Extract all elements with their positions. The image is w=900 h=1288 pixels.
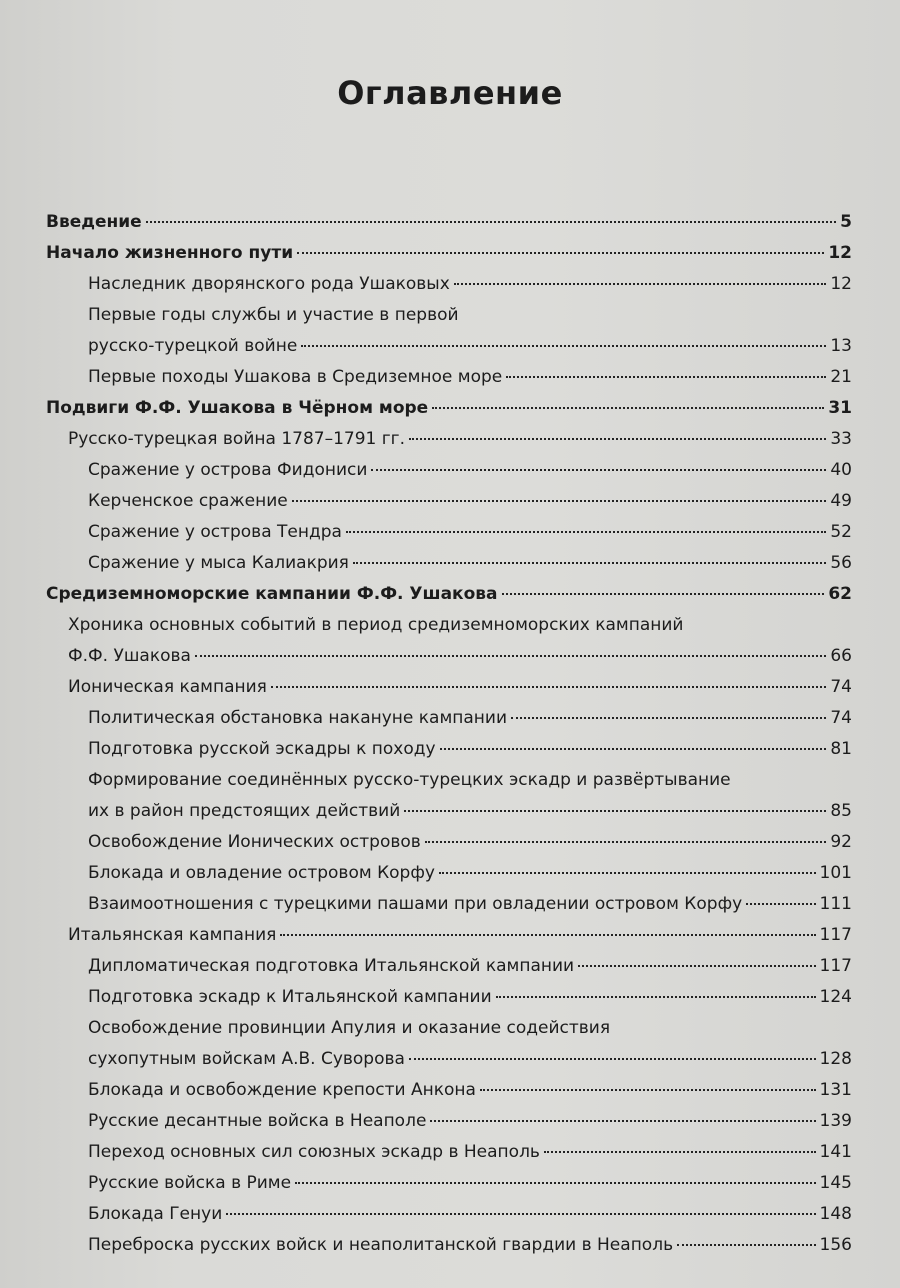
toc-page-number: 31 [828,398,852,418]
toc-entry [46,1106,852,1137]
toc-entry-line [68,672,852,703]
toc-entry-title: Сражение у мыса Калиакрия [88,553,349,573]
toc-entry-title: Формирование соединённых русско-турецких эскадр и развёртывание [88,770,731,790]
toc-entry-line [46,207,852,238]
toc-entry [46,765,852,827]
toc-entry-line [46,579,852,610]
toc-entry [46,579,852,610]
toc-entry [46,827,852,858]
dot-leader [677,1244,815,1246]
toc-entry-title: Хроника основных событий в период средиземноморских кампаний [68,615,684,635]
toc-entry-title: Сражение у острова Фидониси [88,460,368,480]
toc-entry [46,269,852,300]
dot-leader [511,717,826,719]
toc-entry-title: Ионическая кампания [68,677,267,697]
dot-leader [746,903,815,905]
toc-entry [46,300,852,362]
dot-leader [195,655,826,657]
toc-entry [46,672,852,703]
dot-leader [430,1120,815,1122]
dot-leader [353,562,826,564]
toc-entry-title: Введение [46,212,142,232]
toc-entry-title: Русские десантные войска в Неаполе [88,1111,427,1131]
toc-entry-title: Освобождение провинции Апулия и оказание содействия [88,1018,611,1038]
toc-entry-title: Освобождение Ионических островов [88,832,421,852]
toc-entry [46,734,852,765]
toc-entry-title: Русско-турецкая война 1787–1791 гг. [68,429,406,449]
toc-entry [46,393,852,424]
toc-entry-line [88,1168,852,1199]
toc-page-number: 141 [819,1142,852,1162]
dot-leader [578,965,815,967]
toc-entry-line [88,982,852,1013]
dot-leader [544,1151,816,1153]
toc-entry-title: Русские войска в Риме [88,1173,292,1193]
toc-entry-title: Керченское сражение [88,491,288,511]
toc-entry-title: Средиземноморские кампании Ф.Ф. Ушакова [46,584,498,604]
toc-entry-line [46,393,852,424]
toc-entry [46,548,852,579]
toc-entry-title: Переход основных сил союзных эскадр в Неаполь [88,1142,540,1162]
toc-entry-line [88,486,852,517]
toc-entry-title: Переброска русских войск и неаполитанской гвардии в Неаполь [88,1235,674,1255]
toc-entry-title: Подготовка эскадр к Итальянской кампании [88,987,492,1007]
dot-leader [432,407,824,409]
toc-entry-line [88,269,852,300]
dot-leader [439,872,816,874]
toc-entry-line [68,424,852,455]
toc-entry [46,982,852,1013]
toc-entry-line [88,1199,852,1230]
dot-leader [409,438,826,440]
toc-entry [46,1168,852,1199]
dot-leader [506,376,826,378]
toc-page-number: 111 [819,894,852,914]
dot-leader [346,531,826,533]
toc-entry-line [46,238,852,269]
toc-entry-line [88,548,852,579]
toc-entry-line-continued [88,300,852,331]
toc-entry [46,238,852,269]
toc-entry-title: русско-турецкой войне [88,336,298,356]
toc-page-number: 148 [819,1204,852,1224]
toc-entry-title: Наследник дворянского рода Ушаковых [88,274,450,294]
toc-entry [46,517,852,548]
toc-entry [46,610,852,672]
toc-entry-title: сухопутным войскам А.В. Суворова [88,1049,405,1069]
dot-leader [371,469,826,471]
toc-page-number: 33 [830,429,852,449]
toc-entry-line [88,331,852,362]
toc-page-number: 117 [819,925,852,945]
toc-entry-line [68,641,852,672]
toc-entry [46,920,852,951]
toc-page-number: 56 [830,553,852,573]
toc-entry-title: Подготовка русской эскадры к походу [88,739,436,759]
dot-leader [454,283,827,285]
page-title: Оглавление [337,74,563,112]
toc-page-number: 21 [830,367,852,387]
toc-page-number: 156 [819,1235,852,1255]
toc-page-number: 128 [819,1049,852,1069]
toc-page-number: 117 [819,956,852,976]
toc-entry-title: Блокада и овладение островом Корфу [88,863,435,883]
toc-entry-line [88,951,852,982]
toc-entry-line [88,1044,852,1075]
dot-leader [271,686,826,688]
toc-page-number: 40 [830,460,852,480]
toc-page-number: 12 [828,243,852,263]
toc-entry-line [68,920,852,951]
toc-entry-title: Ф.Ф. Ушакова [68,646,191,666]
toc-page-number: 5 [840,212,852,232]
toc-page-number: 131 [819,1080,852,1100]
toc-entry [46,1199,852,1230]
toc-entry-line [88,858,852,889]
dot-leader [404,810,826,812]
toc-entry-line [88,1230,852,1261]
toc-entry-line [88,1137,852,1168]
dot-leader [297,252,824,254]
toc-entry-title: Итальянская кампания [68,925,277,945]
toc-entry-title: их в район предстоящих действий [88,801,401,821]
dot-leader [280,934,815,936]
toc-entry-line [88,796,852,827]
dot-leader [295,1182,815,1184]
toc-entry [46,1230,852,1261]
toc-entry [46,858,852,889]
toc-entry-title: Первые походы Ушакова в Средиземное море [88,367,503,387]
toc-entry [46,1013,852,1075]
dot-leader [425,841,827,843]
toc-entry [46,486,852,517]
toc-entry [46,1075,852,1106]
toc-entry-title: Дипломатическая подготовка Итальянской кампании [88,956,575,976]
toc-entry-line [88,827,852,858]
toc-entry-line [88,703,852,734]
toc-page-number: 85 [830,801,852,821]
toc-page-number: 124 [819,987,852,1007]
toc-entry [46,362,852,393]
dot-leader [226,1213,815,1215]
dot-leader [496,996,816,998]
toc-entry [46,207,852,238]
toc-entry-line [88,734,852,765]
dot-leader [301,345,826,347]
toc-entry [46,703,852,734]
dot-leader [480,1089,816,1091]
toc-page-number: 49 [830,491,852,511]
toc-entry-title: Подвиги Ф.Ф. Ушакова в Чёрном море [46,398,429,418]
toc-entry-title: Политическая обстановка накануне кампании [88,708,508,728]
toc-page-number: 92 [830,832,852,852]
toc-entry-title: Взаимоотношения с турецкими пашами при овладении островом Корфу [88,894,743,914]
toc-page-number: 52 [830,522,852,542]
toc-entry [46,889,852,920]
toc-entry-line-continued [88,1013,852,1044]
toc-entry [46,1137,852,1168]
toc-entry-line-continued [68,610,852,641]
toc-entry-title: Первые годы службы и участие в первой [88,305,459,325]
table-of-contents [46,207,852,1261]
toc-entry-title: Блокада и освобождение крепости Анкона [88,1080,476,1100]
toc-page-number: 62 [828,584,852,604]
toc-entry-title: Сражение у острова Тендра [88,522,342,542]
toc-entry-line [88,517,852,548]
toc-entry-line [88,1075,852,1106]
toc-entry-title: Начало жизненного пути [46,243,294,263]
toc-page-number: 12 [830,274,852,294]
toc-page-number: 81 [830,739,852,759]
toc-page-number: 13 [830,336,852,356]
toc-entry [46,951,852,982]
dot-leader [502,593,825,595]
toc-page-number: 139 [819,1111,852,1131]
toc-entry-line [88,889,852,920]
toc-entry-line [88,362,852,393]
toc-page-number: 66 [830,646,852,666]
toc-entry-title: Блокада Генуи [88,1204,223,1224]
toc-page-number: 145 [819,1173,852,1193]
dot-leader [292,500,827,502]
dot-leader [409,1058,816,1060]
dot-leader [440,748,827,750]
dot-leader [146,221,836,223]
toc-entry [46,424,852,455]
toc-page-number: 74 [830,708,852,728]
toc-page-number: 74 [830,677,852,697]
toc-entry [46,455,852,486]
toc-entry-line [88,455,852,486]
toc-entry-line-continued [88,765,852,796]
toc-page-number: 101 [819,863,852,883]
toc-entry-line [88,1106,852,1137]
